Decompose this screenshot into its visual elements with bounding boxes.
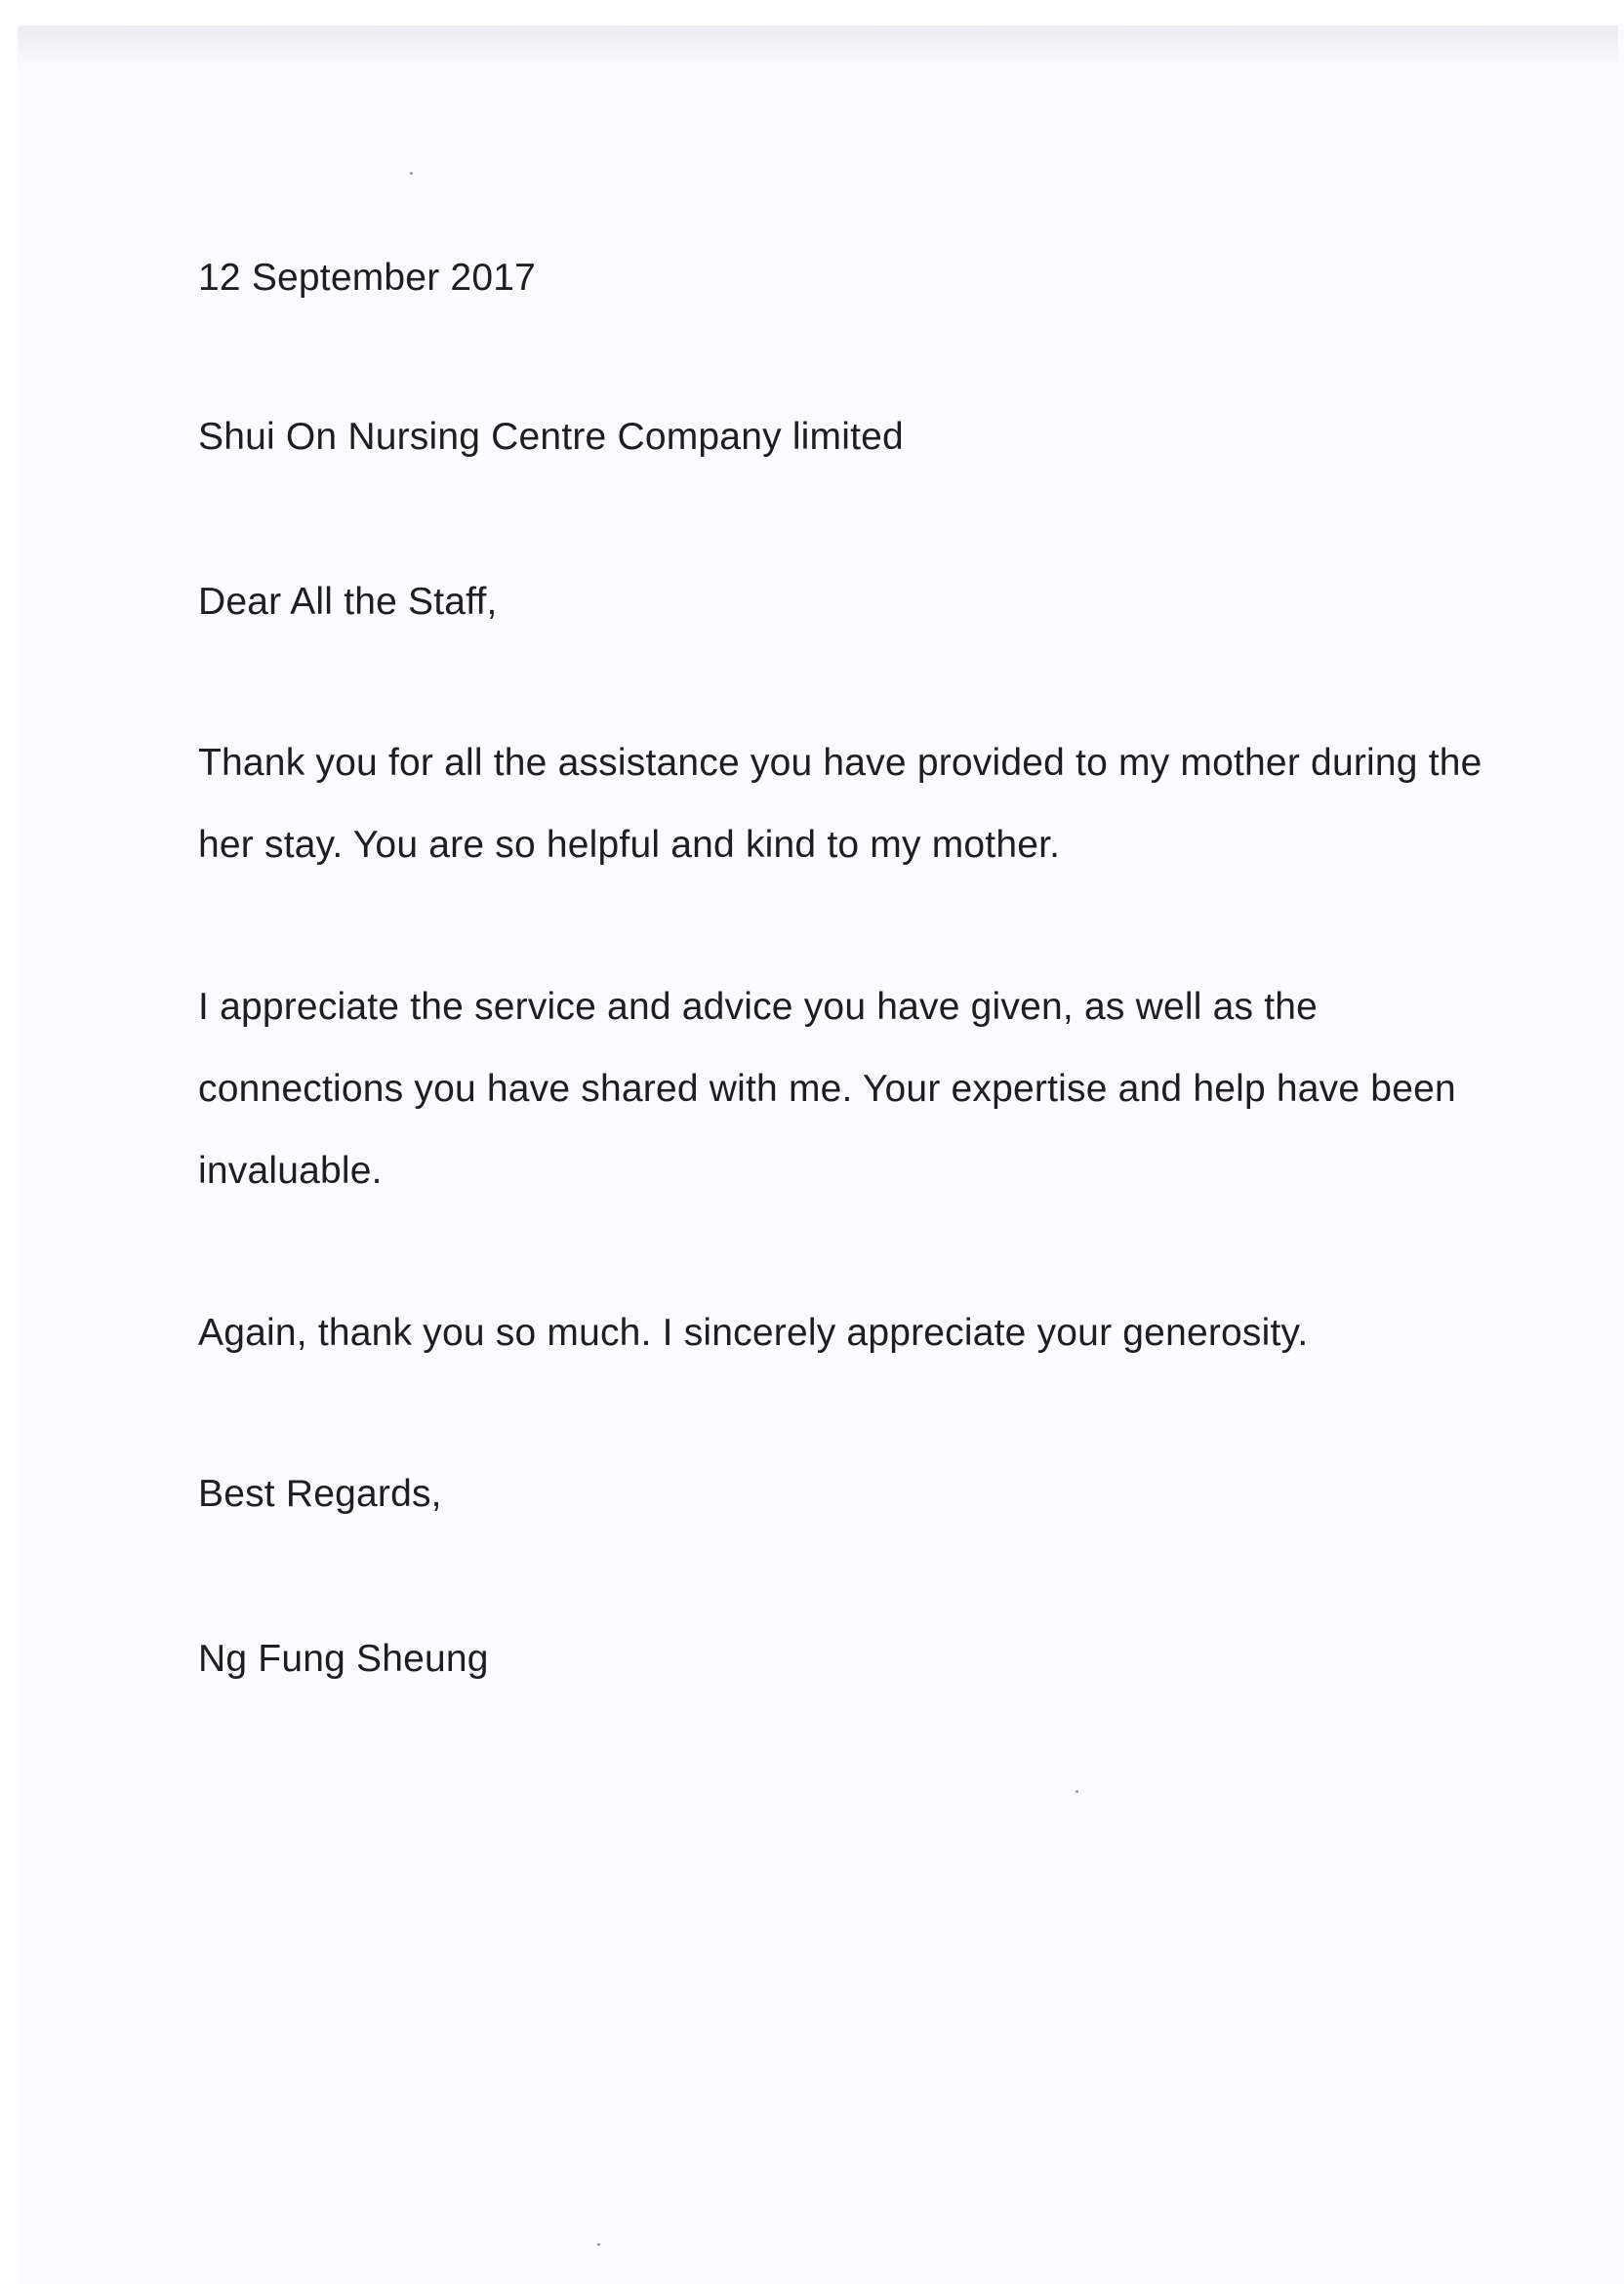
letter-recipient: Shui On Nursing Centre Company limited (198, 416, 904, 458)
scan-top-border (0, 0, 1624, 25)
letter-closing: Best Regards, (198, 1473, 442, 1515)
scan-top-shadow (18, 25, 1618, 68)
letter-salutation: Dear All the Staff, (198, 581, 498, 623)
letter-paragraph-3: Again, thank you so much. I sincerely appreciate your generosity. (198, 1312, 1309, 1354)
letter-signature: Ng Fung Sheung (198, 1638, 489, 1680)
scan-left-border (0, 0, 18, 2284)
scan-speck (597, 2243, 600, 2246)
scan-speck (410, 172, 413, 175)
letter-paragraph-2: I appreciate the service and advice you have given, as well as the connections you have shared with me. Your expertise and help have been invaluable. (198, 986, 1456, 1192)
scan-speck (1076, 1790, 1078, 1793)
letter-date: 12 September 2017 (198, 257, 536, 299)
letter-paragraph-1: Thank you for all the assistance you have provided to my mother during the her stay. You are so helpful and kind to my mother. (198, 742, 1482, 866)
